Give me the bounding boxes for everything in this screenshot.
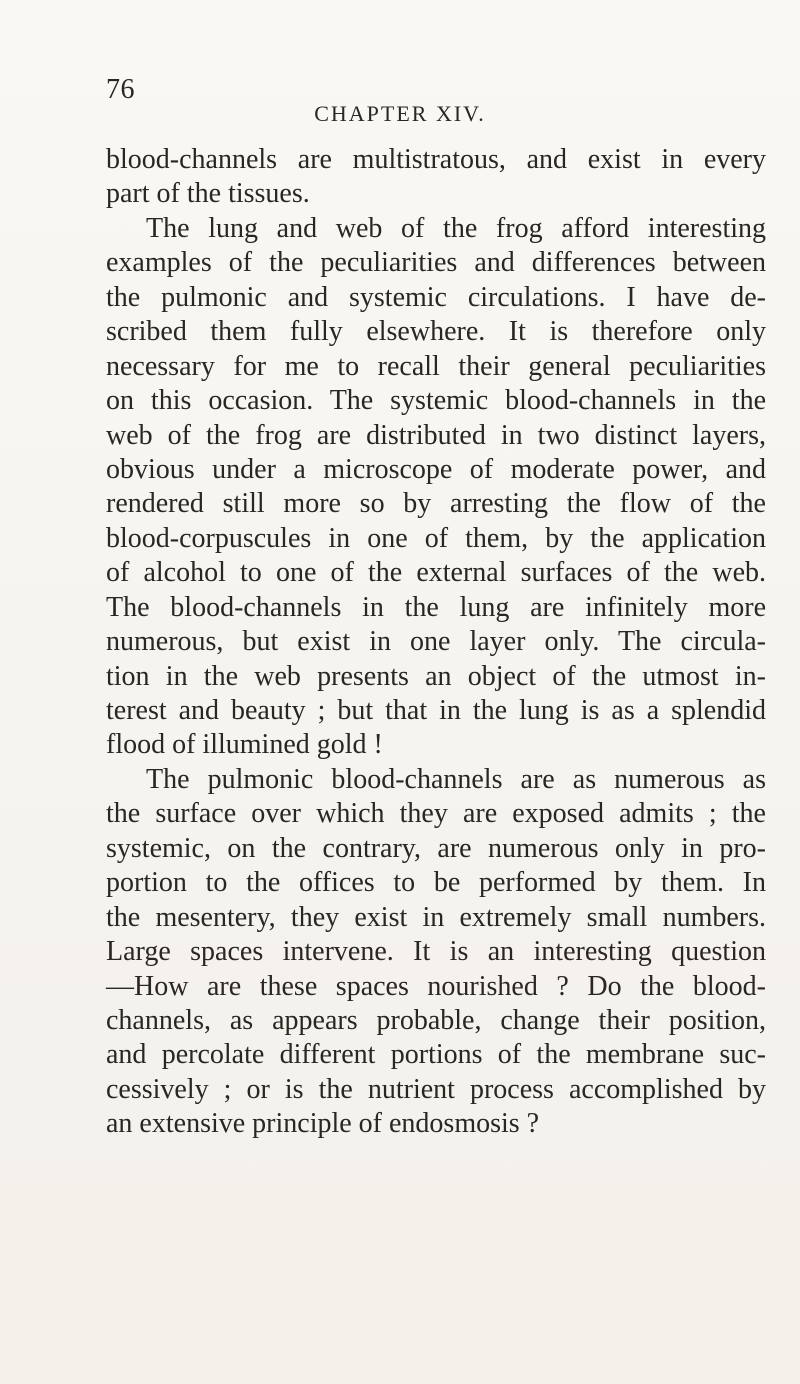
text-line: flood of illumined gold ! xyxy=(106,729,383,761)
text-line: an extensive principle of endosmosis ? xyxy=(106,1108,540,1140)
text-line: —How are these spaces nourished ? Do the blood- xyxy=(106,970,766,1002)
text-line: portion to the offices to be performed by them. In xyxy=(106,867,766,899)
text-line: part of the tissues. xyxy=(106,178,310,210)
text-line: cessively ; or is the nutrient process accomplished by xyxy=(106,1073,766,1105)
text-line: blood-corpuscules in one of them, by the application xyxy=(106,522,766,554)
text-line: tion in the web presents an object of the utmost in- xyxy=(106,660,766,692)
text-line: the mesentery, they exist in extremely small numbers. xyxy=(106,901,766,933)
text-line: on this occasion. The systemic blood-channels in the xyxy=(106,385,766,417)
text-line: numerous, but exist in one layer only. The circula- xyxy=(106,626,766,658)
text-line: The blood-channels in the lung are infinitely more xyxy=(106,591,766,623)
text-line: Large spaces intervene. It is an interesting question xyxy=(106,936,766,968)
text-line: terest and beauty ; but that in the lung is as a splendid xyxy=(106,695,766,726)
text-line: examples of the peculiarities and differences between xyxy=(106,247,766,279)
text-line: scribed them fully elsewhere. It is therefore only xyxy=(106,316,766,348)
text-line: blood-channels are multistratous, and exist in every xyxy=(106,144,766,175)
body-text xyxy=(106,143,766,1142)
text-line: rendered still more so by arresting the flow of the xyxy=(106,488,766,520)
text-line: channels, as appears probable, change their position, xyxy=(106,1004,766,1036)
text-line: necessary for me to recall their general peculiarities xyxy=(106,350,766,382)
text-line: the pulmonic and systemic circulations. I have de- xyxy=(106,281,766,313)
text-line: systemic, on the contrary, are numerous only in pro- xyxy=(106,832,766,864)
text-line: The pulmonic blood-channels are as numerous as xyxy=(146,763,766,795)
text-line: web of the frog are distributed in two distinct layers, xyxy=(106,419,766,451)
text-line: obvious under a microscope of moderate power, and xyxy=(106,453,766,485)
running-title: CHAPTER XIV. xyxy=(314,101,486,126)
page-number: 76 xyxy=(106,74,135,105)
text-line: and percolate different portions of the membrane suc- xyxy=(106,1039,766,1071)
text-line: the surface over which they are exposed admits ; the xyxy=(106,798,766,830)
text-line: of alcohol to one of the external surfaces of the web. xyxy=(106,557,766,589)
text-line: The lung and web of the frog afford interesting xyxy=(146,212,766,244)
